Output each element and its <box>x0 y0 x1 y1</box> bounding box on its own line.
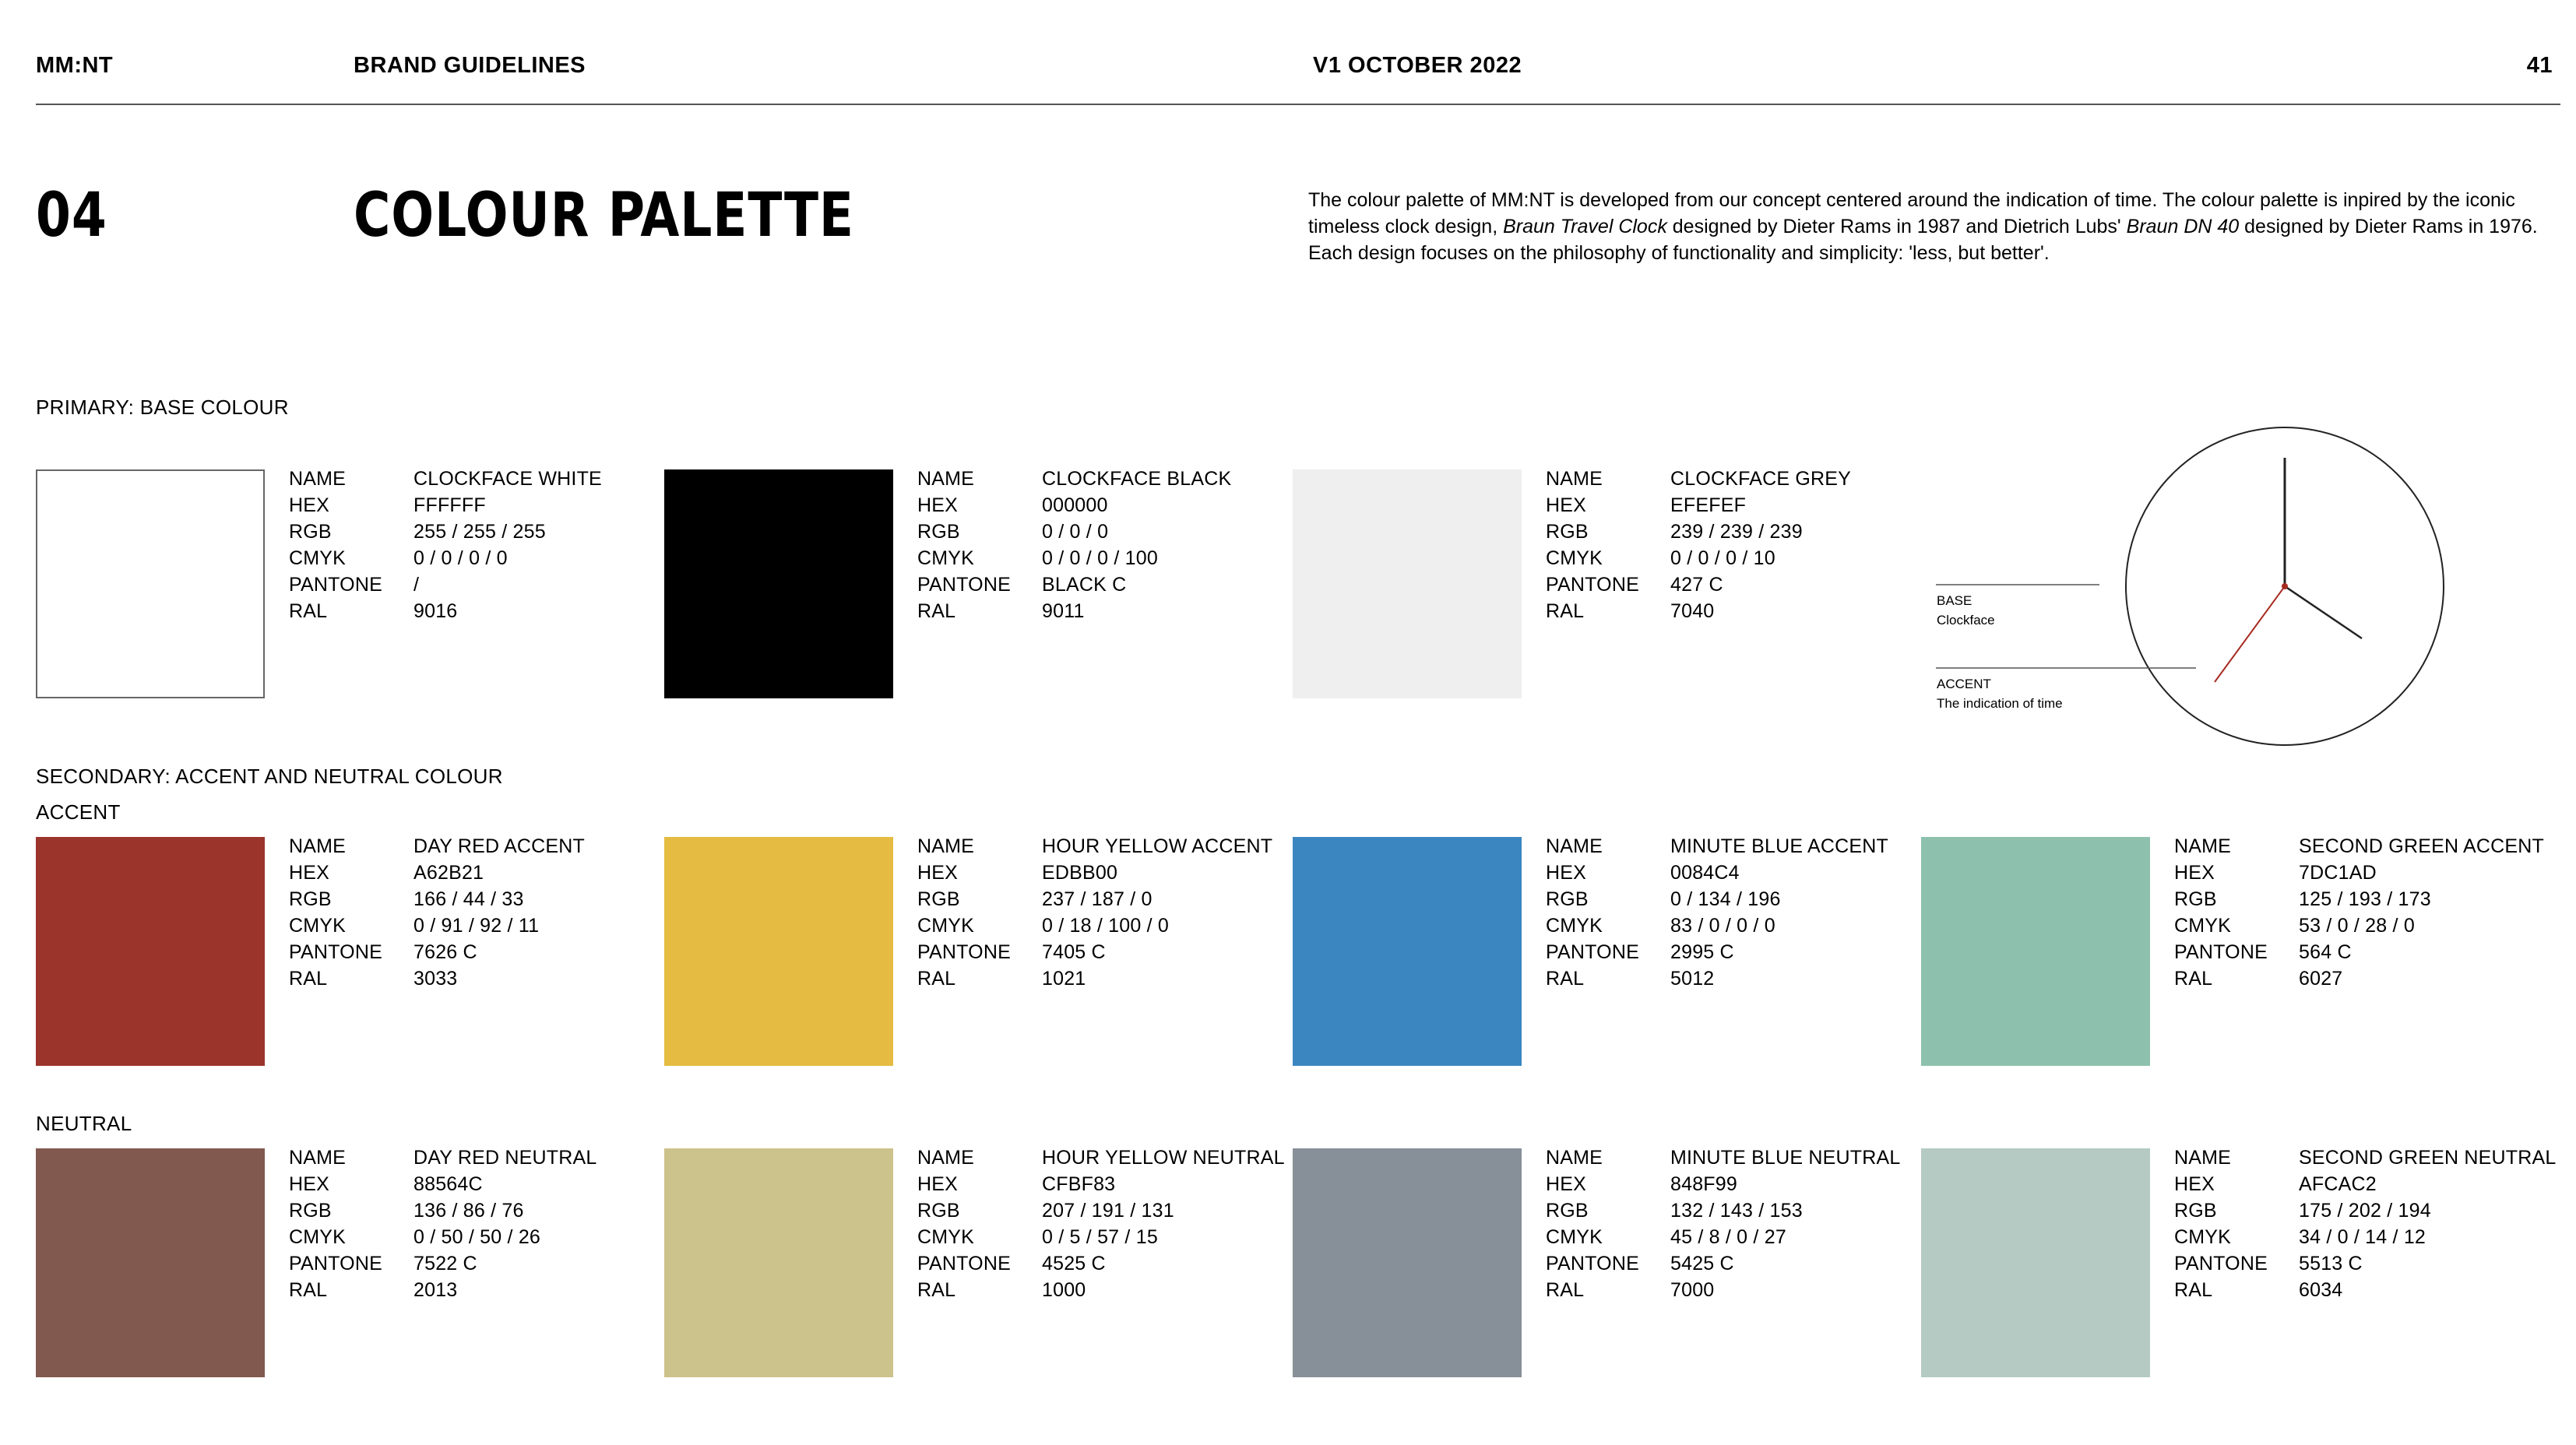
spec-key-rgb: RGB <box>289 521 332 543</box>
spec-minute-blue-accent <box>1546 833 1888 992</box>
spec-row-hex <box>289 860 585 886</box>
spec-row-rgb <box>1546 1197 1901 1224</box>
spec-row-ral <box>289 1277 596 1303</box>
spec-value-hex: 000000 <box>1042 494 1108 516</box>
spec-value-ral: 9011 <box>1042 600 1085 622</box>
swatch-clockface-black <box>664 469 893 698</box>
spec-row-cmyk <box>1546 1224 1901 1250</box>
spec-value-cmyk: 83 / 0 / 0 / 0 <box>1670 915 1775 937</box>
spec-value-cmyk: 0 / 50 / 50 / 26 <box>413 1226 541 1248</box>
spec-key-cmyk: CMYK <box>2174 1226 2232 1248</box>
spec-row-pantone <box>1546 939 1888 965</box>
minute-hand <box>2285 586 2362 638</box>
spec-row-name <box>1546 833 1888 860</box>
spec-value-ral: 6027 <box>2299 968 2343 990</box>
swatch-clockface-white <box>36 469 265 698</box>
spec-value-hex: 88564C <box>413 1173 483 1195</box>
spec-key-name: NAME <box>917 1147 975 1169</box>
spec-key-ral: RAL <box>917 600 956 622</box>
spec-key-rgb: RGB <box>917 1200 960 1222</box>
section-title: COLOUR PALETTE <box>354 181 854 251</box>
spec-key-ral: RAL <box>2174 968 2213 990</box>
spec-row-cmyk <box>1546 545 1851 571</box>
spec-value-hex: 848F99 <box>1670 1173 1737 1195</box>
spec-key-hex: HEX <box>1546 494 1587 516</box>
swatch-day-red-accent <box>36 837 265 1066</box>
spec-key-rgb: RGB <box>289 888 332 910</box>
spec-value-rgb: 207 / 191 / 131 <box>1042 1200 1174 1222</box>
spec-row-hex <box>2174 860 2544 886</box>
spec-key-name: NAME <box>289 1147 347 1169</box>
spec-row-cmyk <box>289 545 602 571</box>
spec-key-pantone: PANTONE <box>917 941 1011 963</box>
spec-row-pantone <box>289 939 585 965</box>
spec-row-hex <box>917 492 1231 519</box>
spec-key-name: NAME <box>2174 835 2232 857</box>
spec-value-pantone: 7522 C <box>413 1253 477 1274</box>
spec-value-ral: 1021 <box>1042 968 1086 990</box>
spec-key-rgb: RGB <box>1546 521 1589 543</box>
spec-row-pantone <box>2174 1250 2556 1277</box>
spec-second-green-neutral <box>2174 1144 2556 1303</box>
swatch-hour-yellow-neutral <box>664 1148 893 1377</box>
spec-row-hex <box>1546 1171 1901 1197</box>
spec-row-ral <box>289 598 602 624</box>
spec-value-name: MINUTE BLUE ACCENT <box>1670 835 1889 857</box>
section-number: 04 <box>36 181 107 251</box>
spec-key-ral: RAL <box>289 968 328 990</box>
spec-value-ral: 7040 <box>1670 600 1715 622</box>
spec-key-ral: RAL <box>289 600 328 622</box>
spec-row-name <box>289 833 585 860</box>
spec-key-hex: HEX <box>289 494 330 516</box>
spec-row-ral <box>917 598 1231 624</box>
spec-row-rgb <box>1546 886 1888 912</box>
spec-key-rgb: RGB <box>2174 1200 2217 1222</box>
spec-key-name: NAME <box>2174 1147 2232 1169</box>
spec-value-ral: 6034 <box>2299 1279 2343 1301</box>
brand-name: MM:NT <box>36 53 114 78</box>
spec-clockface-grey <box>1546 466 1851 624</box>
spec-value-ral: 3033 <box>413 968 458 990</box>
spec-value-pantone: 5513 C <box>2299 1253 2363 1274</box>
spec-value-cmyk: 53 / 0 / 28 / 0 <box>2299 915 2415 937</box>
spec-key-hex: HEX <box>917 1173 959 1195</box>
spec-key-cmyk: CMYK <box>1546 547 1603 569</box>
spec-value-pantone: 427 C <box>1670 574 1723 596</box>
spec-key-hex: HEX <box>2174 862 2215 884</box>
spec-key-pantone: PANTONE <box>917 574 1011 596</box>
spec-value-name: DAY RED ACCENT <box>413 835 585 857</box>
spec-value-ral: 9016 <box>413 600 458 622</box>
spec-value-ral: 2013 <box>413 1279 458 1301</box>
swatch-second-green-accent <box>1921 837 2150 1066</box>
swatch-hour-yellow-accent <box>664 837 893 1066</box>
spec-value-rgb: 239 / 239 / 239 <box>1670 521 1803 543</box>
spec-value-hex: EFEFEF <box>1670 494 1747 516</box>
spec-row-ral <box>1546 965 1888 992</box>
spec-value-rgb: 136 / 86 / 76 <box>413 1200 524 1222</box>
spec-value-ral: 7000 <box>1670 1279 1715 1301</box>
spec-key-cmyk: CMYK <box>289 915 347 937</box>
spec-row-pantone <box>917 939 1272 965</box>
spec-clockface-black <box>917 466 1231 624</box>
spec-key-cmyk: CMYK <box>1546 1226 1603 1248</box>
spec-row-pantone <box>289 1250 596 1277</box>
spec-value-hex: A62B21 <box>413 862 484 884</box>
spec-key-pantone: PANTONE <box>289 941 382 963</box>
spec-row-rgb <box>917 519 1231 545</box>
spec-key-pantone: PANTONE <box>1546 1253 1639 1274</box>
spec-key-hex: HEX <box>1546 862 1587 884</box>
spec-value-hex: CFBF83 <box>1042 1173 1116 1195</box>
spec-key-ral: RAL <box>289 1279 328 1301</box>
spec-key-cmyk: CMYK <box>917 547 975 569</box>
spec-value-cmyk: 0 / 91 / 92 / 11 <box>413 915 540 937</box>
spec-second-green-accent <box>2174 833 2544 992</box>
neutral-label: NEUTRAL <box>36 1112 132 1135</box>
spec-row-cmyk <box>289 912 585 939</box>
spec-row-hex <box>1546 492 1851 519</box>
spec-value-hex: 7DC1AD <box>2299 862 2377 884</box>
spec-value-rgb: 125 / 193 / 173 <box>2299 888 2431 910</box>
spec-value-name: CLOCKFACE BLACK <box>1042 468 1232 490</box>
spec-value-name: MINUTE BLUE NEUTRAL <box>1670 1147 1901 1169</box>
spec-key-ral: RAL <box>2174 1279 2213 1301</box>
spec-value-hex: AFCAC2 <box>2299 1173 2377 1195</box>
spec-row-rgb <box>289 886 585 912</box>
document-title: BRAND GUIDELINES <box>354 53 586 78</box>
spec-key-ral: RAL <box>917 1279 956 1301</box>
spec-row-cmyk <box>2174 912 2544 939</box>
spec-minute-blue-neutral <box>1546 1144 1901 1303</box>
spec-row-name <box>917 1144 1285 1171</box>
spec-row-cmyk <box>917 912 1272 939</box>
spec-row-pantone <box>917 1250 1285 1277</box>
spec-key-name: NAME <box>917 835 975 857</box>
spec-value-ral: 5012 <box>1670 968 1715 990</box>
spec-key-pantone: PANTONE <box>2174 1253 2268 1274</box>
document-version: V1 OCTOBER 2022 <box>1313 53 1522 78</box>
clock-accent-label: ACCENT The indication of time <box>1937 677 2063 711</box>
header-divider <box>36 104 2560 105</box>
spec-row-hex <box>2174 1171 2556 1197</box>
spec-value-pantone: 564 C <box>2299 941 2352 963</box>
spec-value-rgb: 0 / 0 / 0 <box>1042 521 1109 543</box>
spec-value-cmyk: 0 / 0 / 0 / 0 <box>413 547 508 569</box>
spec-day-red-accent <box>289 833 585 992</box>
spec-value-pantone: 7626 C <box>413 941 477 963</box>
spec-value-name: HOUR YELLOW ACCENT <box>1042 835 1273 857</box>
spec-key-hex: HEX <box>1546 1173 1587 1195</box>
spec-key-hex: HEX <box>917 494 959 516</box>
spec-row-name <box>2174 1144 2556 1171</box>
spec-key-pantone: PANTONE <box>289 1253 382 1274</box>
spec-row-name <box>917 466 1231 492</box>
spec-value-hex: FFFFFF <box>413 494 486 516</box>
clock-center <box>2282 583 2288 589</box>
spec-row-hex <box>289 1171 596 1197</box>
swatch-clockface-grey <box>1293 469 1522 698</box>
spec-value-pantone: 5425 C <box>1670 1253 1734 1274</box>
spec-key-hex: HEX <box>289 1173 330 1195</box>
spec-value-rgb: 255 / 255 / 255 <box>413 521 546 543</box>
spec-row-hex <box>1546 860 1888 886</box>
spec-value-name: HOUR YELLOW NEUTRAL <box>1042 1147 1285 1169</box>
spec-value-rgb: 237 / 187 / 0 <box>1042 888 1153 910</box>
spec-key-cmyk: CMYK <box>289 547 347 569</box>
spec-row-cmyk <box>289 1224 596 1250</box>
spec-key-name: NAME <box>1546 835 1603 857</box>
spec-value-pantone: 2995 C <box>1670 941 1734 963</box>
spec-value-cmyk: 45 / 8 / 0 / 27 <box>1670 1226 1786 1248</box>
spec-key-cmyk: CMYK <box>289 1226 347 1248</box>
spec-value-cmyk: 0 / 5 / 57 / 15 <box>1042 1226 1158 1248</box>
spec-row-ral <box>1546 598 1851 624</box>
spec-row-cmyk <box>1546 912 1888 939</box>
spec-key-ral: RAL <box>1546 600 1585 622</box>
spec-key-rgb: RGB <box>289 1200 332 1222</box>
spec-row-rgb <box>917 886 1272 912</box>
spec-key-name: NAME <box>1546 1147 1603 1169</box>
spec-key-cmyk: CMYK <box>917 915 975 937</box>
accent-label: ACCENT <box>36 800 121 824</box>
spec-key-ral: RAL <box>1546 968 1585 990</box>
spec-row-name <box>289 1144 596 1171</box>
spec-key-ral: RAL <box>917 968 956 990</box>
spec-row-name <box>917 833 1272 860</box>
secondary-label: SECONDARY: ACCENT AND NEUTRAL COLOUR <box>36 765 503 788</box>
second-hand <box>2215 586 2285 682</box>
spec-value-rgb: 132 / 143 / 153 <box>1670 1200 1803 1222</box>
spec-row-cmyk <box>2174 1224 2556 1250</box>
swatch-second-green-neutral <box>1921 1148 2150 1377</box>
spec-key-cmyk: CMYK <box>917 1226 975 1248</box>
spec-value-pantone: 7405 C <box>1042 941 1106 963</box>
spec-row-ral <box>2174 1277 2556 1303</box>
spec-row-ral <box>917 1277 1285 1303</box>
clock-base-label: BASE Clockface <box>1937 593 1995 628</box>
spec-key-name: NAME <box>289 468 347 490</box>
spec-row-name <box>1546 1144 1901 1171</box>
spec-value-name: SECOND GREEN ACCENT <box>2299 835 2544 857</box>
spec-key-rgb: RGB <box>1546 888 1589 910</box>
spec-key-name: NAME <box>289 835 347 857</box>
spec-key-pantone: PANTONE <box>917 1253 1011 1274</box>
spec-key-rgb: RGB <box>2174 888 2217 910</box>
spec-row-ral <box>917 965 1272 992</box>
spec-clockface-white <box>289 466 602 624</box>
spec-row-name <box>289 466 602 492</box>
spec-key-pantone: PANTONE <box>1546 941 1639 963</box>
swatch-minute-blue-neutral <box>1293 1148 1522 1377</box>
spec-row-ral <box>1546 1277 1901 1303</box>
spec-key-pantone: PANTONE <box>1546 574 1639 596</box>
spec-row-rgb <box>2174 886 2544 912</box>
primary-label: PRIMARY: BASE COLOUR <box>36 396 289 419</box>
spec-row-hex <box>917 860 1272 886</box>
spec-value-cmyk: 0 / 0 / 0 / 100 <box>1042 547 1158 569</box>
spec-key-ral: RAL <box>1546 1279 1585 1301</box>
spec-row-rgb <box>289 1197 596 1224</box>
spec-hour-yellow-neutral <box>917 1144 1285 1303</box>
spec-key-rgb: RGB <box>1546 1200 1589 1222</box>
spec-row-name <box>2174 833 2544 860</box>
spec-row-pantone <box>1546 571 1851 598</box>
spec-value-name: DAY RED NEUTRAL <box>413 1147 597 1169</box>
spec-value-cmyk: 0 / 0 / 0 / 10 <box>1670 547 1775 569</box>
spec-key-rgb: RGB <box>917 888 960 910</box>
spec-value-rgb: 166 / 44 / 33 <box>413 888 524 910</box>
spec-day-red-neutral <box>289 1144 596 1303</box>
spec-row-rgb <box>1546 519 1851 545</box>
swatch-minute-blue-accent <box>1293 837 1522 1066</box>
spec-row-pantone <box>1546 1250 1901 1277</box>
spec-value-ral: 1000 <box>1042 1279 1086 1301</box>
spec-row-name <box>1546 466 1851 492</box>
spec-key-hex: HEX <box>2174 1173 2215 1195</box>
intro-paragraph: The colour palette of MM:NT is developed from our concept centered around the indication of time. The colour palette is inpired by the iconic timeless clock design, Braun Travel Clock designed by Dieter Rams in 1987 and Dietrich Lubs' Braun DN 40 designed by Dieter Rams in 1976. Each design focuses on the philosophy of functionality and simplicity: 'less, but better'. <box>1308 189 2538 264</box>
spec-row-pantone <box>2174 939 2544 965</box>
spec-value-pantone: 4525 C <box>1042 1253 1106 1274</box>
spec-key-cmyk: CMYK <box>1546 915 1603 937</box>
spec-row-cmyk <box>917 1224 1285 1250</box>
spec-row-ral <box>289 965 585 992</box>
spec-row-rgb <box>917 1197 1285 1224</box>
spec-row-rgb <box>2174 1197 2556 1224</box>
swatch-day-red-neutral <box>36 1148 265 1377</box>
spec-key-pantone: PANTONE <box>2174 941 2268 963</box>
spec-row-rgb <box>289 519 602 545</box>
spec-value-cmyk: 34 / 0 / 14 / 12 <box>2299 1226 2426 1248</box>
spec-value-hex: 0084C4 <box>1670 862 1740 884</box>
spec-value-hex: EDBB00 <box>1042 862 1118 884</box>
spec-key-cmyk: CMYK <box>2174 915 2232 937</box>
spec-value-name: CLOCKFACE GREY <box>1670 468 1852 490</box>
spec-value-pantone: BLACK C <box>1042 574 1127 596</box>
spec-value-rgb: 0 / 134 / 196 <box>1670 888 1781 910</box>
spec-row-pantone <box>289 571 602 598</box>
spec-value-name: CLOCKFACE WHITE <box>413 468 602 490</box>
spec-key-hex: HEX <box>917 862 959 884</box>
spec-key-hex: HEX <box>289 862 330 884</box>
spec-key-name: NAME <box>917 468 975 490</box>
spec-key-pantone: PANTONE <box>289 574 382 596</box>
spec-key-rgb: RGB <box>917 521 960 543</box>
spec-value-rgb: 175 / 202 / 194 <box>2299 1200 2431 1222</box>
spec-row-hex <box>289 492 602 519</box>
spec-key-name: NAME <box>1546 468 1603 490</box>
spec-value-cmyk: 0 / 18 / 100 / 0 <box>1042 915 1170 937</box>
spec-value-pantone: / <box>413 574 420 596</box>
spec-row-hex <box>917 1171 1285 1197</box>
spec-row-ral <box>2174 965 2544 992</box>
page-number: 41 <box>2526 53 2553 78</box>
spec-value-name: SECOND GREEN NEUTRAL <box>2299 1147 2557 1169</box>
spec-hour-yellow-accent <box>917 833 1272 992</box>
spec-row-cmyk <box>917 545 1231 571</box>
spec-row-pantone <box>917 571 1231 598</box>
